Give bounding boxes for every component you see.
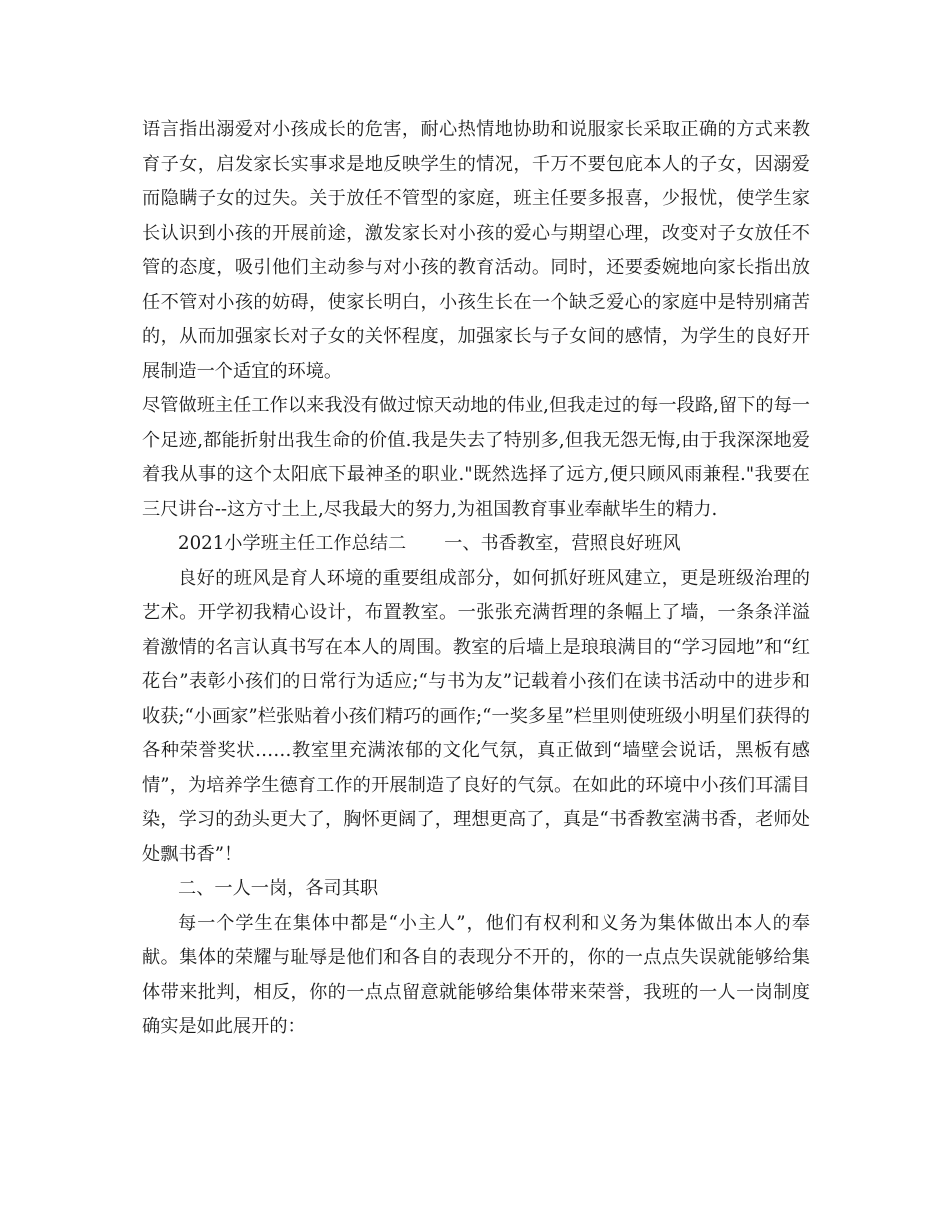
section-two-heading: 二、一人一岗，各司其职 <box>178 878 379 899</box>
paragraph-class-culture: 良好的班风是育人环境的重要组成部分，如何抓好班风建立，更是班级治理的艺术。开学初我精心设计，布置教室。一张张充满哲理的条幅上了墙，一条条洋溢着激情的名言认真书写在本人的周围。教室的后墙上是琅琅满目的“学习园地”和“红花台”表彰小孩们的日常行为适应;“与书为友”记载着小孩们在读书活动中的进步和收获;“小画家”栏张贴着小孩们精巧的画作;“一奖多星”栏里则使班级小明星们获得的各种荣誉奖状……教室里充满浓郁的文化气氛，真正做到“墙壁会说话，黑板有感情”，为培养学生德育工作的开展制造了良好的气氛。在如此的环境中小孩们耳濡目染，学习的劲头更大了，胸怀更阔了，理想更高了，真是“书香教室满书香，老师处处飘书香”！ <box>142 567 810 865</box>
section-heading-line <box>142 527 810 562</box>
section-one-heading: 一、书香教室，营照良好班风 <box>444 533 681 554</box>
document-body <box>142 113 810 1045</box>
paragraph-teacher-reflection: 尽管做班主任工作以来我没有做过惊天动地的伟业,但我走过的每一段路,留下的每一个足迹,都能折射出我生命的价值.我是失去了特别多,但我无怨无悔,由于我深深地爱着我从事的这个太阳底下最神圣的职业."既然选择了远方,便只顾风雨兼程."我要在三尺讲台--这方寸土上,尽我最大的努力,为祖国教育事业奉献毕生的精力. <box>142 395 810 520</box>
paragraph-one-person-one-post: 每一个学生在集体中都是“小主人”，他们有权利和义务为集体做出本人的奉献。集体的荣耀与耻辱是他们和各自的表现分不开的，你的一点点失误就能够给集体带来批判，相反，你的一点点留意就能够给集体带来荣誉，我班的一人一岗制度确实是如此展开的： <box>142 912 810 1037</box>
summary-title: 2021小学班主任工作总结二 <box>178 533 407 554</box>
paragraph-family-communication: 语言指出溺爱对小孩成长的危害，耐心热情地协助和说服家长采取正确的方式来教育子女，启发家长实事求是地反映学生的情况，千万不要包庇本人的子女，因溺爱而隐瞒子女的过失。关于放任不管型的家庭，班主任要多报喜，少报忧，使学生家长认识到小孩的开展前途，激发家长对小孩的爱心与期望心理，改变对子女放任不管的态度，吸引他们主动参与对小孩的教育活动。同时，还要委婉地向家长指出放任不管对小孩的妨碍，使家长明白，小孩生长在一个缺乏爱心的家庭中是特别痛苦的，从而加强家长对子女的关怀程度，加强家长与子女间的感情，为学生的良好开展制造一个适宜的环境。 <box>142 119 810 382</box>
